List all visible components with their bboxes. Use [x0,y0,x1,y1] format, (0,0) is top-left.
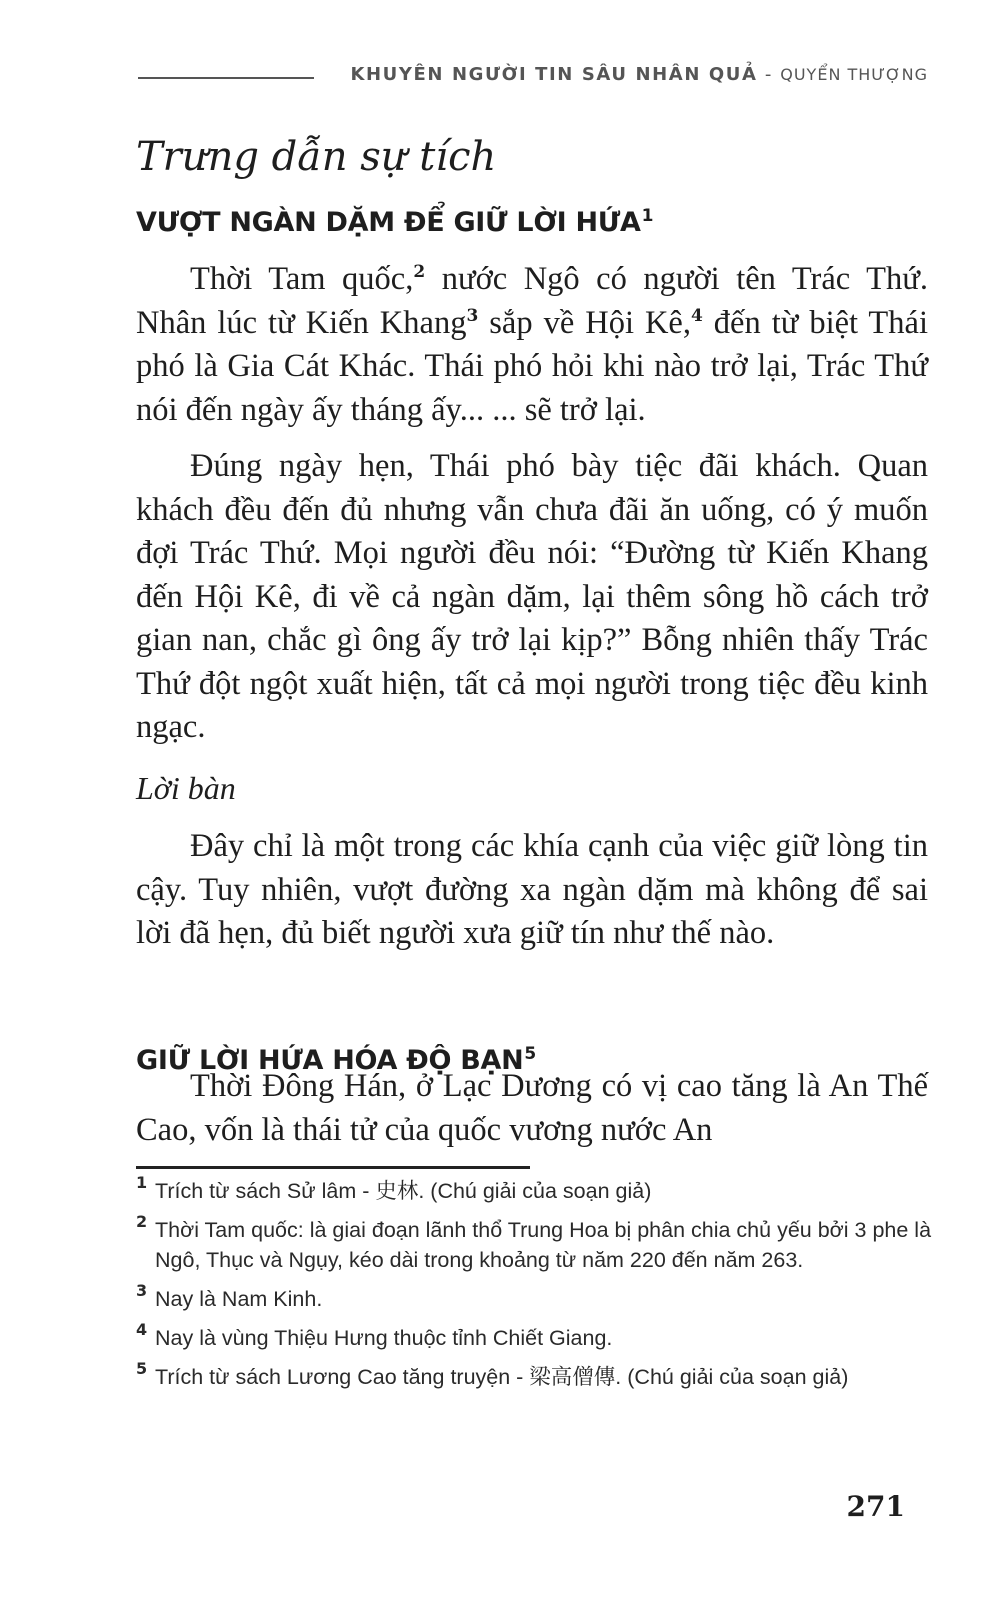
footnote-ref: 3 [466,305,479,326]
footnote-number: 4 [136,1320,148,1339]
paragraph-text: nước Ngô có người tên Trác Thứ. Nhân lúc từ Kiến Khang [136,261,928,341]
footnote-number: 5 [136,1359,148,1378]
running-header [138,60,928,90]
footnote-text: Nay là vùng Thiệu Hưng thuộc tỉnh Chiết Giang. [155,1326,613,1350]
footnote [136,1359,932,1392]
footnote-text: Thời Tam quốc: là giai đoạn lãnh thổ Trung Hoa bị phân chia chủ yếu bởi 3 phe là Ngô, Thục và Ngụy, kéo dài trong khoảng từ năm 220 đến năm 263. [155,1218,932,1272]
paragraph: Đúng ngày hẹn, Thái phó bày tiệc đãi khách. Quan khách đều đến đủ nhưng vẫn chưa đãi ăn uống, có ý muốn đợi Trác Thứ. Mọi người đều nói: “Đường từ Kiến Khang đến Hội Kê, đi về cả ngàn dặm, lại thêm sông hồ cách trở gian nan, chắc gì ông ấy trở lại kịp?” Bỗng nhiên thấy Trác Thứ đột ngột xuất hiện, tất cả mọi người trong tiệc đều kinh ngạc. [136,448,928,745]
story-heading [136,207,653,238]
paragraph-text: Thời Tam quốc, [190,261,414,297]
footnote [136,1173,932,1206]
paragraph-text: sắp về Hội Kê, [478,304,691,341]
paragraph [136,258,928,432]
footnote-ref: 2 [413,262,426,282]
header-volume: QUYỂN THƯỢNG [780,65,928,84]
footnote-number: 2 [136,1212,148,1231]
footnote-ref: 1 [641,206,654,226]
footnote [136,1212,932,1275]
paragraph-text: đến từ biệt Thái phó là Gia Cát Khác. Thái phó hỏi khi nào trở lại, Trác Thứ nói đến ngày ấy tháng ấy... ... sẽ trở lại. [136,304,928,428]
footnote [136,1281,932,1314]
footnote-text: Trích từ sách Sử lâm - 史林. (Chú giải của soạn giả) [155,1179,652,1203]
footnote [136,1320,932,1353]
footnote-number: 1 [136,1173,148,1192]
header-separator: - [757,64,781,85]
footnote-ref: 5 [524,1044,536,1064]
footnote-text: Nay là Nam Kinh. [155,1287,323,1311]
header-rule [138,77,314,79]
footnote-rule [136,1166,530,1169]
footnote-ref: 4 [690,305,703,326]
story-heading-text: GIỮ LỜI HỨA HÓA ĐỘ BẠN [136,1045,524,1076]
story-heading-text: VƯỢT NGÀN DẶM ĐỂ GIỮ LỜI HỨA [136,207,641,238]
commentary-paragraph: Đây chỉ là một trong các khía cạnh của việc giữ lòng tin cậy. Tuy nhiên, vượt đường xa ngàn dặm mà không để sai lời đã hẹn, đủ biết người xưa giữ tín như thế nào. [136,828,928,951]
footnote-text: Trích từ sách Lương Cao tăng truyện - 梁高僧傳. (Chú giải của soạn giả) [155,1365,849,1389]
page-number: 271 [846,1490,905,1523]
header-text [350,64,928,85]
commentary-label: Lời bàn [136,770,236,806]
footnotes [136,1173,932,1401]
section-title: Trưng dẫn sự tích [136,134,497,180]
footnote-number: 3 [136,1281,148,1300]
paragraph: Thời Đông Hán, ở Lạc Dương có vị cao tăng là An Thế Cao, vốn là thái tử của quốc vương nước An [136,1068,928,1148]
header-book-title: KHUYÊN NGƯỜI TIN SÂU NHÂN QUẢ [350,64,758,85]
